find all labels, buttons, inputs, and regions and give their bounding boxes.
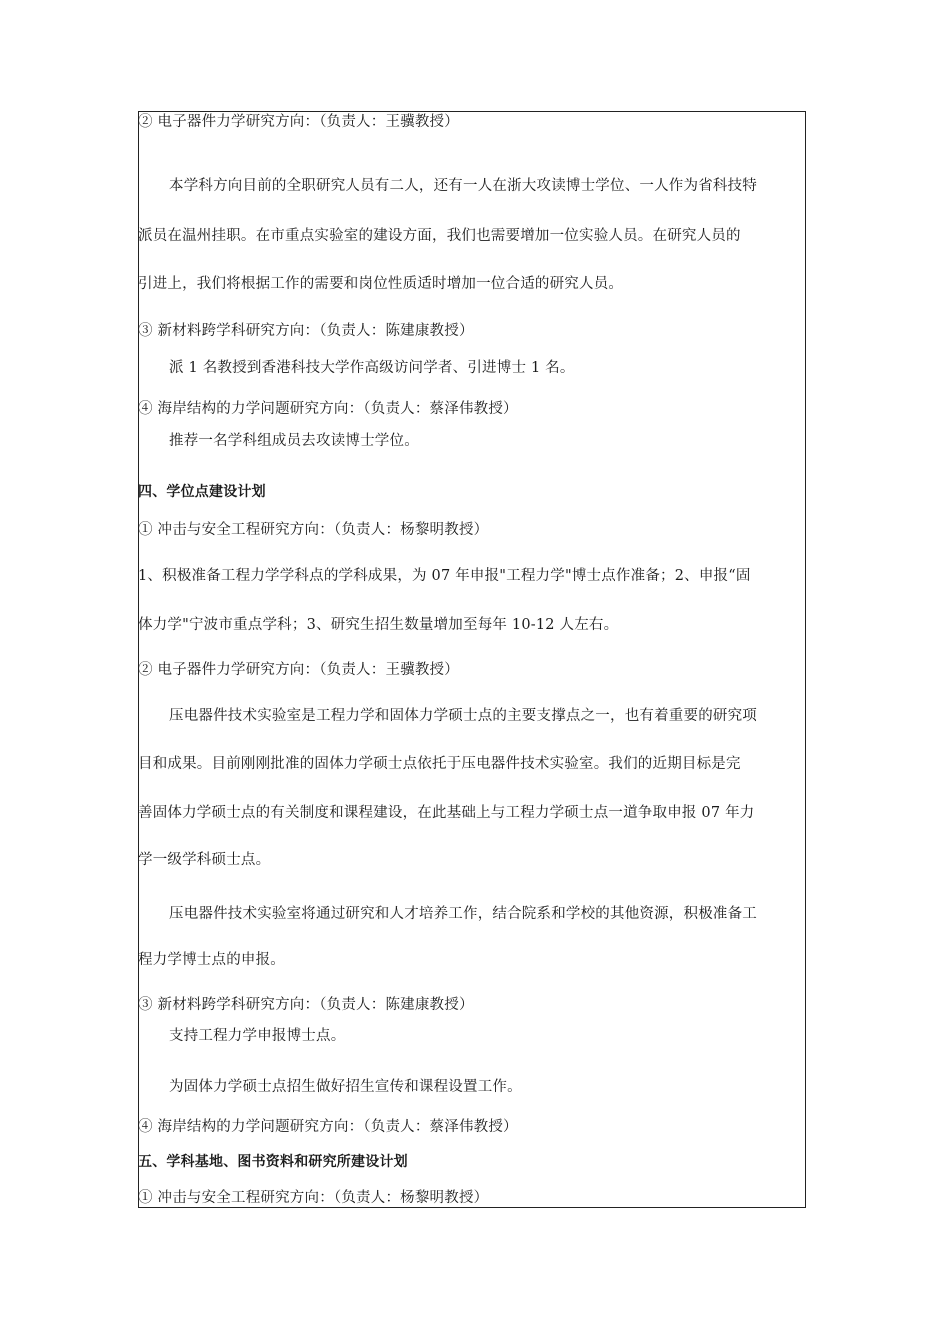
subsection-heading: ④ 海岸结构的力学问题研究方向：（负责人：蔡泽伟教授） [138, 401, 518, 417]
paragraph-line: 为固体力学硕士点招生做好招生宣传和课程设置工作。 [169, 1079, 522, 1095]
subsection-heading: ① 冲击与安全工程研究方向：（负责人：杨黎明教授） [138, 522, 489, 538]
paragraph-line: 体力学"宁波市重点学科；3、研究生招生数量增加至每年 10-12 人左右。 [138, 617, 619, 633]
paragraph-line: 压电器件技术实验室将通过研究和人才培养工作，结合院系和学校的其他资源，积极准备工 [169, 906, 757, 922]
subsection-heading: ① 冲击与安全工程研究方向：（负责人：杨黎明教授） [138, 1190, 489, 1206]
paragraph-line: 程力学博士点的申报。 [138, 952, 285, 968]
section-heading: 四、学位点建设计划 [138, 484, 266, 500]
paragraph-line: 引进上，我们将根据工作的需要和岗位性质适时增加一位合适的研究人员。 [138, 276, 624, 292]
paragraph-line: 1、积极准备工程力学学科点的学科成果，为 07 年申报"工程力学"博士点作准备；2、申报“固 [138, 568, 751, 584]
subsection-heading: ③ 新材料跨学科研究方向：（负责人：陈建康教授） [138, 323, 474, 339]
paragraph-line: 派员在温州挂职。在市重点实验室的建设方面，我们也需要增加一位实验人员。在研究人员的 [138, 228, 741, 244]
paragraph-line: 推荐一名学科组成员去攻读博士学位。 [169, 433, 419, 449]
subsection-heading: ② 电子器件力学研究方向：（负责人：王骥教授） [138, 114, 459, 130]
paragraph-line: 本学科方向目前的全职研究人员有二人，还有一人在浙大攻读博士学位、一人作为省科技特 [169, 178, 757, 194]
section-heading: 五、学科基地、图书资料和研究所建设计划 [138, 1154, 408, 1170]
paragraph-line: 压电器件技术实验室是工程力学和固体力学硕士点的主要支撑点之一，也有着重要的研究项 [169, 708, 757, 724]
paragraph-line: 学一级学科硕士点。 [138, 852, 271, 868]
subsection-heading: ② 电子器件力学研究方向：（负责人：王骥教授） [138, 662, 459, 678]
subsection-heading: ④ 海岸结构的力学问题研究方向：（负责人：蔡泽伟教授） [138, 1119, 518, 1135]
subsection-heading: ③ 新材料跨学科研究方向：（负责人：陈建康教授） [138, 997, 474, 1013]
paragraph-line: 目和成果。目前刚刚批准的固体力学硕士点依托于压电器件技术实验室。我们的近期目标是完 [138, 756, 741, 772]
paragraph-line: 支持工程力学申报博士点。 [169, 1028, 346, 1044]
paragraph-line: 派 1 名教授到香港科技大学作高级访问学者、引进博士 1 名。 [169, 360, 575, 376]
paragraph-line: 善固体力学硕士点的有关制度和课程建设，在此基础上与工程力学硕士点一道争取申报 07 年力 [138, 805, 755, 821]
